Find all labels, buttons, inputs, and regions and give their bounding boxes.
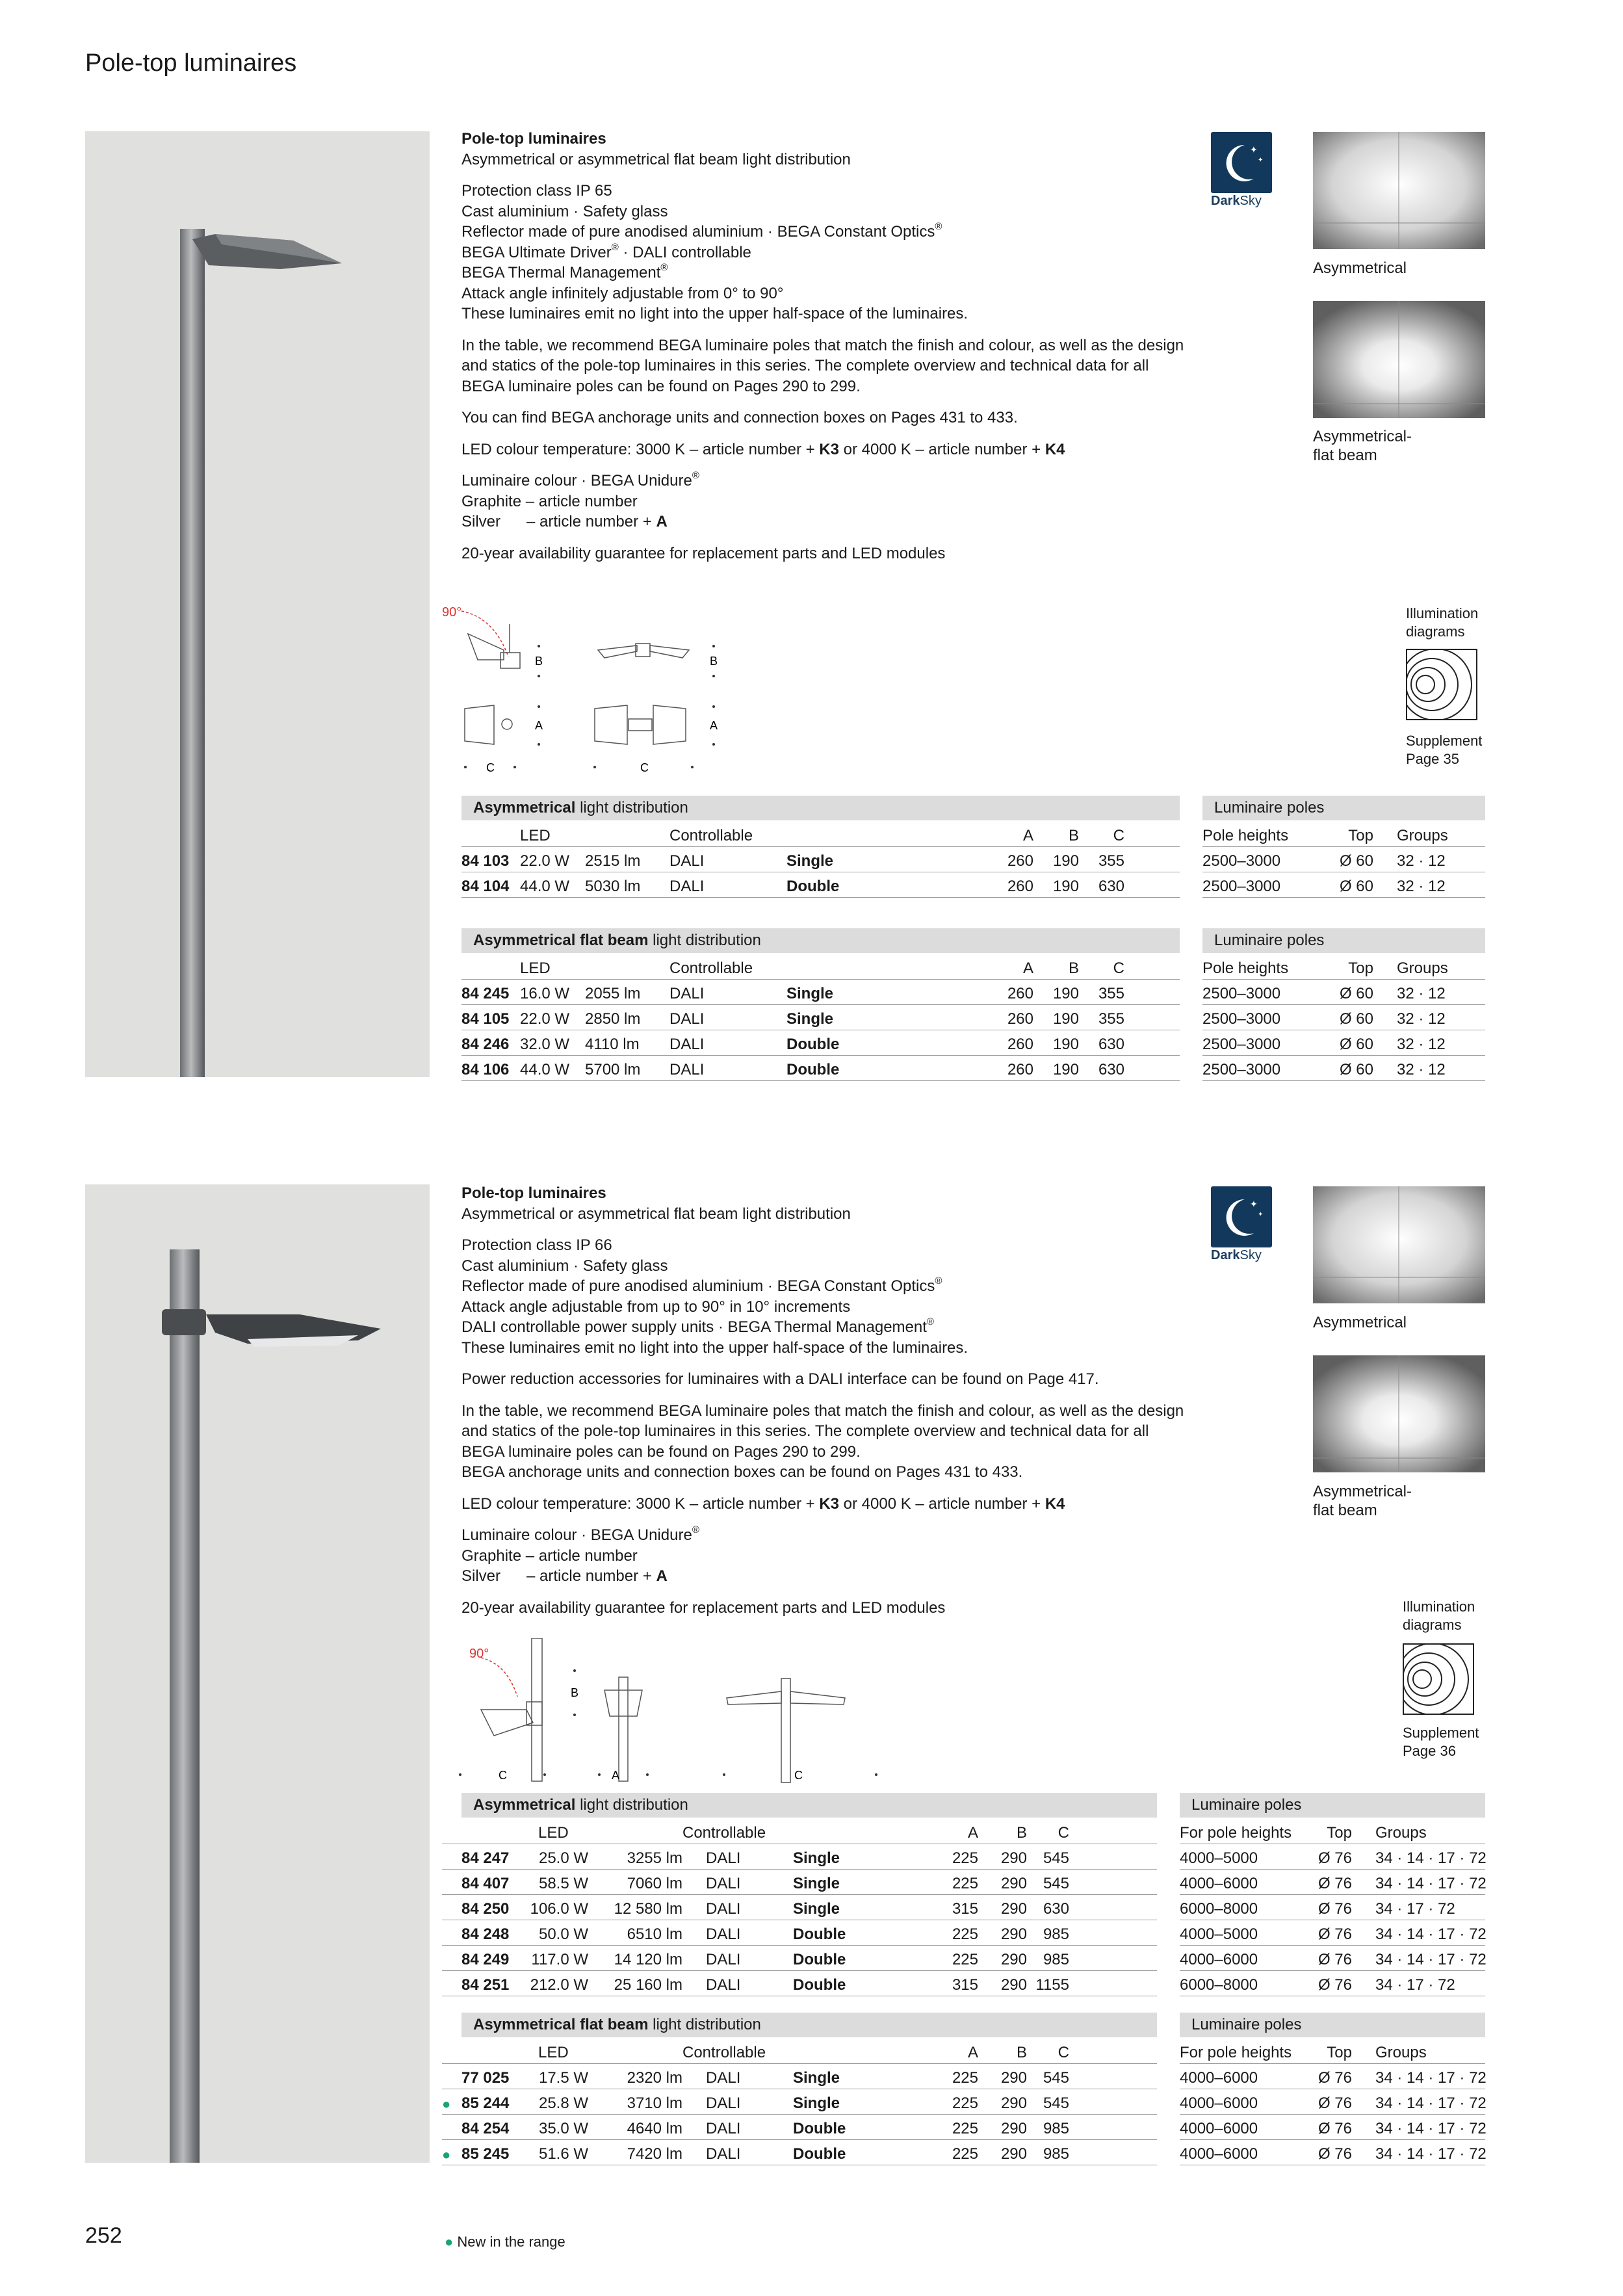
poles-paragraph: In the table, we recommend BEGA luminaire poles that match the finish and colour, as well as the design <box>461 1402 1184 1420</box>
darksky-badge <box>1211 132 1272 193</box>
svg-text:A: A <box>535 719 543 732</box>
feature: These luminaires emit no light into the upper half-space of the luminaires. <box>461 1338 968 1357</box>
feature: These luminaires emit no light into the upper half-space of the luminaires. <box>461 305 968 322</box>
beam-flat-caption: Asymmetrical- flat beam <box>1313 1483 1412 1519</box>
svg-text:B: B <box>571 1686 579 1699</box>
svg-text:B: B <box>710 655 718 668</box>
section-heading: Pole-top luminaires <box>461 130 606 148</box>
svg-text:✦: ✦ <box>1250 1199 1258 1210</box>
illumination-diagrams-label: Illumination diagrams <box>1403 1598 1475 1633</box>
colour-temperature: LED colour temperature: 3000 K – article number + K3 or 4000 K – article number + K4 <box>461 1494 1065 1513</box>
poles-paragraph: and statics of the pole-top luminaires in this series. The complete overview and technical data for all <box>461 1422 1149 1440</box>
beam-flat-image <box>1313 1355 1485 1472</box>
table-row: 4000–6000 Ø 76 34 · 14 · 17 · 72 <box>1180 2115 1485 2140</box>
svg-text:C: C <box>640 761 649 774</box>
darksky-label: DarkSky <box>1211 194 1262 208</box>
beam-asymmetrical-caption: Asymmetrical <box>1313 1314 1407 1331</box>
poles-table-asym-1: Pole heights Top Groups 2500–3000 Ø 60 32 · 12 2500–3000 Ø 60 32 · 12 <box>1202 822 1485 898</box>
dimension-drawings-2 <box>455 1638 884 1784</box>
darksky-label: DarkSky <box>1211 1248 1262 1262</box>
poles-paragraph: In the table, we recommend BEGA luminaire poles that match the finish and colour, as well as the design <box>461 336 1184 354</box>
new-indicator <box>442 2064 461 2089</box>
moon-icon <box>1211 1186 1272 1247</box>
table-row: 2500–3000 Ø 60 32 · 12 <box>1202 847 1485 872</box>
spec-table-flat-2: LED Controllable A B C 77 025 17.5 W 2320 lm DALI Single 225 290 545 ● 85 244 25.8 W 3710 lm DALI Single 225 290 545 84 254 35.0 W 4640 lm DALI Double 225 290 985 ● 85 245 51.6 W 7420 lm DALI Double 225 290 985 <box>442 2039 1157 2165</box>
svg-text:✦: ✦ <box>1258 157 1264 164</box>
beam-asymmetrical-caption: Asymmetrical <box>1313 259 1407 277</box>
svg-text:✦: ✦ <box>1250 145 1258 155</box>
pole-luminaire-1-image <box>85 131 430 1077</box>
table-row: 6000–8000 Ø 76 34 · 17 · 72 <box>1180 1971 1485 1996</box>
darksky-badge <box>1211 1186 1272 1247</box>
poles-table-title: Luminaire poles <box>1202 796 1485 820</box>
luminaire-colour: Luminaire colour · BEGA Unidure <box>461 1526 692 1544</box>
table-row: 2500–3000 Ø 60 32 · 12 <box>1202 1056 1485 1081</box>
table-row: 84 250 106.0 W 12 580 lm DALI Single 315 290 630 <box>442 1895 1157 1920</box>
table-row: ● 85 245 51.6 W 7420 lm DALI Double 225 290 985 <box>442 2140 1157 2165</box>
svg-text:B: B <box>535 655 543 668</box>
table-row: 84 103 22.0 W 2515 lm DALI Single 260 190 355 <box>461 847 1180 872</box>
new-indicator <box>442 2115 461 2140</box>
table-row: 84 104 44.0 W 5030 lm DALI Double 260 190 630 <box>461 872 1180 898</box>
table-row: 2500–3000 Ø 60 32 · 12 <box>1202 872 1485 898</box>
section-heading: Pole-top luminaires <box>461 1184 606 1202</box>
product-photo-1 <box>85 131 430 1077</box>
svg-text:C: C <box>499 1769 507 1782</box>
table-row: 84 247 25.0 W 3255 lm DALI Single 225 290 545 <box>442 1844 1157 1870</box>
power-reduction-note: Power reduction accessories for luminaires with a DALI interface can be found on Page 417. <box>461 1370 1099 1388</box>
feature: · DALI controllable <box>618 243 751 261</box>
feature: Attack angle adjustable from up to 90° in 10° increments <box>461 1298 851 1316</box>
poles-paragraph: and statics of the pole-top luminaires in this series. The complete overview and technical data for all <box>461 357 1149 374</box>
feature: Cast aluminium · Safety glass <box>461 202 668 220</box>
poles-paragraph: BEGA anchorage units and connection boxes can be found on Pages 431 to 433. <box>461 1463 1023 1481</box>
poles-table-title: Luminaire poles <box>1202 928 1485 953</box>
table-title: Asymmetrical light distribution <box>461 796 1180 820</box>
table-row: 84 407 58.5 W 7060 lm DALI Single 225 290 545 <box>442 1870 1157 1895</box>
feature: Reflector made of pure anodised aluminium · BEGA Constant Optics <box>461 1277 935 1295</box>
poles-table-flat-1: Pole heights Top Groups 2500–3000 Ø 60 32 · 12 2500–3000 Ø 60 32 · 12 2500–3000 Ø 60 32 · 12 2500–3000 Ø 60 32 · 12 <box>1202 954 1485 1081</box>
table-row: 4000–6000 Ø 76 34 · 14 · 17 · 72 <box>1180 1870 1485 1895</box>
new-indicator: ● <box>442 2140 461 2165</box>
illumination-diagrams-label: Illumination diagrams <box>1406 605 1479 640</box>
angle-label: 90° <box>442 605 462 620</box>
table-row: 4000–6000 Ø 76 34 · 14 · 17 · 72 <box>1180 2089 1485 2115</box>
poles-table-asym-2: For pole heights Top Groups 4000–5000 Ø 76 34 · 14 · 17 · 72 4000–6000 Ø 76 34 · 14 · 17 · 72 6000–8000 Ø 76 34 · 17 · 72 4000–5000 Ø 76 34 · 14 · 17 · 72 4000–6000 Ø 76 34 · 14 · 17 · 72 6000–8000 Ø 76 34 · 17 · 72 <box>1180 1819 1485 1996</box>
guarantee-note: 20-year availability guarantee for replacement parts and LED modules <box>461 1598 946 1617</box>
table-row: 77 025 17.5 W 2320 lm DALI Single 225 290 545 <box>442 2064 1157 2089</box>
table-title: Asymmetrical light distribution <box>461 1793 1157 1818</box>
table-row: 4000–6000 Ø 76 34 · 14 · 17 · 72 <box>1180 2140 1485 2165</box>
svg-text:C: C <box>486 761 495 774</box>
beam-flat-image <box>1313 301 1485 418</box>
poles-paragraph: BEGA luminaire poles can be found on Pages 290 to 299. <box>461 1442 861 1461</box>
svg-text:C: C <box>794 1769 803 1782</box>
feature: Protection class IP 65 <box>461 182 612 200</box>
svg-text:A: A <box>612 1769 620 1782</box>
feature: Protection class IP 66 <box>461 1236 612 1254</box>
table-row: 84 106 44.0 W 5700 lm DALI Double 260 190 630 <box>461 1056 1180 1081</box>
page-number: 252 <box>85 2223 122 2248</box>
poles-paragraph: BEGA luminaire poles can be found on Pages 290 to 299. <box>461 377 861 395</box>
table-title: Asymmetrical flat beam light distribution <box>461 2013 1157 2037</box>
colour-silver: Silver – article number + A <box>461 513 668 530</box>
colour-graphite: Graphite – article number <box>461 1546 638 1565</box>
table-row: 6000–8000 Ø 76 34 · 17 · 72 <box>1180 1895 1485 1920</box>
spec-table-asym-1: LED Controllable A B C 84 103 22.0 W 2515 lm DALI Single 260 190 355 84 104 44.0 W 5030 lm DALI Double 260 190 630 <box>461 822 1180 898</box>
dimension-drawings-1 <box>442 598 754 774</box>
table-row: 84 254 35.0 W 4640 lm DALI Double 225 290 985 <box>442 2115 1157 2140</box>
section-subtitle: Asymmetrical or asymmetrical flat beam light distribution <box>461 1205 851 1223</box>
table-row: 84 105 22.0 W 2850 lm DALI Single 260 190 355 <box>461 1005 1180 1030</box>
new-dot-icon: ● <box>445 2234 454 2250</box>
page-title: Pole-top luminaires <box>85 49 297 77</box>
feature: BEGA Ultimate Driver <box>461 243 612 261</box>
description-1: Pole-top luminaires Asymmetrical or asymmetrical flat beam light distribution Protection class IP 65 Cast aluminium · Safety glass Reflector made of pure anodised aluminium · BEGA Constant Optics® BEGA Ultimate Driver® · DALI controllable BEGA Thermal Management® Attack angle infinitely adjustable from 0° to 90° These luminaires emit no light into the upper half-space of the luminaires. In the table, we recommend BEGA luminaire poles that match the finish and colour, as well as the design and statics of the pole-top luminaires in this series. The complete overview and technical data for all BEGA luminaire poles can be found on Pages 290 to 299. You can find BEGA anchorage units and connection boxes on Pages 431 to 433. LED colour temperature: 3000 K – article number + K3 or 4000 K – article number + K4 Luminaire colour · BEGA Unidure® Graphite – article number Silver – article number + A 20-year availability guarantee for replacement parts and LED modules <box>461 129 1241 575</box>
table-row: 84 251 212.0 W 25 160 lm DALI Double 315 290 1155 <box>442 1971 1157 1996</box>
poles-table-title: Luminaire poles <box>1180 2013 1485 2037</box>
svg-text:✦: ✦ <box>1258 1211 1264 1218</box>
illumination-diagram-icon[interactable] <box>1406 649 1477 720</box>
section-subtitle: Asymmetrical or asymmetrical flat beam light distribution <box>461 150 851 168</box>
table-row: 84 248 50.0 W 6510 lm DALI Double 225 290 985 <box>442 1920 1157 1946</box>
description-2: Pole-top luminaires Asymmetrical or asymmetrical flat beam light distribution Protection class IP 66 Cast aluminium · Safety glass Reflector made of pure anodised aluminium · BEGA Constant Optics® Attack angle adjustable from up to 90° in 10° increments DALI controllable power supply units · BEGA Thermal Management® These luminaires emit no light into the upper half-space of the luminaires. Power reduction accessories for luminaires with a DALI interface can be found on Page 417. In the table, we recommend BEGA luminaire poles that match the finish and colour, as well as the design and statics of the pole-top luminaires in this series. The complete overview and technical data for all BEGA luminaire poles can be found on Pages 290 to 299. BEGA anchorage units and connection boxes can be found on Pages 431 to 433. LED colour temperature: 3000 K – article number + K3 or 4000 K – article number + K4 Luminaire colour · BEGA Unidure® Graphite – article number Silver – article number + A 20-year availability guarantee for replacement parts and LED modules <box>461 1183 1241 1629</box>
feature: Reflector made of pure anodised aluminium · BEGA Constant Optics <box>461 223 935 241</box>
product-photo-2 <box>85 1184 430 2163</box>
moon-icon <box>1211 132 1272 193</box>
beam-asymmetrical-image <box>1313 1186 1485 1303</box>
table-row: 2500–3000 Ø 60 32 · 12 <box>1202 980 1485 1005</box>
spec-table-flat-1: LED Controllable A B C 84 245 16.0 W 2055 lm DALI Single 260 190 355 84 105 22.0 W 2850 lm DALI Single 260 190 355 84 246 32.0 W 4110 lm DALI Double 260 190 630 84 106 44.0 W 5700 lm DALI Double 260 190 630 <box>461 954 1180 1081</box>
table-row: 4000–6000 Ø 76 34 · 14 · 17 · 72 <box>1180 2064 1485 2089</box>
legend-new-in-range: ● New in the range <box>445 2234 565 2250</box>
feature: Attack angle infinitely adjustable from 0° to 90° <box>461 284 784 302</box>
feature: Cast aluminium · Safety glass <box>461 1257 668 1275</box>
pole-luminaire-2-image <box>85 1184 430 2163</box>
angle-label: 90° <box>469 1647 489 1661</box>
supplement-label: Supplement Page 35 <box>1406 733 1483 767</box>
anchorage-note: You can find BEGA anchorage units and connection boxes on Pages 431 to 433. <box>461 409 1018 426</box>
new-indicator: ● <box>442 2089 461 2115</box>
luminaire-colour: Luminaire colour · BEGA Unidure <box>461 472 692 489</box>
table-row: 2500–3000 Ø 60 32 · 12 <box>1202 1030 1485 1056</box>
beam-flat-caption: Asymmetrical- flat beam <box>1313 428 1412 464</box>
illumination-diagram-icon[interactable] <box>1403 1643 1474 1715</box>
table-row: 84 246 32.0 W 4110 lm DALI Double 260 190 630 <box>461 1030 1180 1056</box>
table-title: Asymmetrical flat beam light distribution <box>461 928 1180 953</box>
spec-table-asym-2: LED Controllable A B C 84 247 25.0 W 3255 lm DALI Single 225 290 545 84 407 58.5 W 7060 lm DALI Single 225 290 545 84 250 106.0 W 12 580 lm DALI Single 315 290 630 84 248 50.0 W 6510 lm DALI Double 225 290 985 84 249 117.0 W 14 120 lm DALI Double 225 290 985 84 251 212.0 W 25 160 lm DALI Double 315 290 1155 <box>442 1819 1157 1996</box>
feature: DALI controllable power supply units · BEGA Thermal Management <box>461 1318 927 1336</box>
table-row: 4000–6000 Ø 76 34 · 14 · 17 · 72 <box>1180 1946 1485 1971</box>
feature: BEGA Thermal Management <box>461 264 661 281</box>
beam-asymmetrical-image <box>1313 132 1485 249</box>
registered-mark: ® <box>935 221 942 232</box>
table-row: 4000–5000 Ø 76 34 · 14 · 17 · 72 <box>1180 1920 1485 1946</box>
table-row: 4000–5000 Ø 76 34 · 14 · 17 · 72 <box>1180 1844 1485 1870</box>
table-row: 84 245 16.0 W 2055 lm DALI Single 260 190 355 <box>461 980 1180 1005</box>
supplement-label: Supplement Page 36 <box>1403 1725 1479 1759</box>
colour-graphite: Graphite – article number <box>461 492 638 510</box>
guarantee-note: 20-year availability guarantee for replacement parts and LED modules <box>461 544 946 562</box>
table-row: 84 249 117.0 W 14 120 lm DALI Double 225 290 985 <box>442 1946 1157 1971</box>
table-row: 2500–3000 Ø 60 32 · 12 <box>1202 1005 1485 1030</box>
colour-temperature: LED colour temperature: 3000 K – article number + K3 or 4000 K – article number + K4 <box>461 440 1065 458</box>
colour-silver: Silver – article number + A <box>461 1567 668 1585</box>
poles-table-flat-2: For pole heights Top Groups 4000–6000 Ø 76 34 · 14 · 17 · 72 4000–6000 Ø 76 34 · 14 · 17 · 72 4000–6000 Ø 76 34 · 14 · 17 · 72 4000–6000 Ø 76 34 · 14 · 17 · 72 <box>1180 2039 1485 2165</box>
poles-table-title: Luminaire poles <box>1180 1793 1485 1818</box>
table-row: ● 85 244 25.8 W 3710 lm DALI Single 225 290 545 <box>442 2089 1157 2115</box>
svg-text:A: A <box>710 719 718 732</box>
